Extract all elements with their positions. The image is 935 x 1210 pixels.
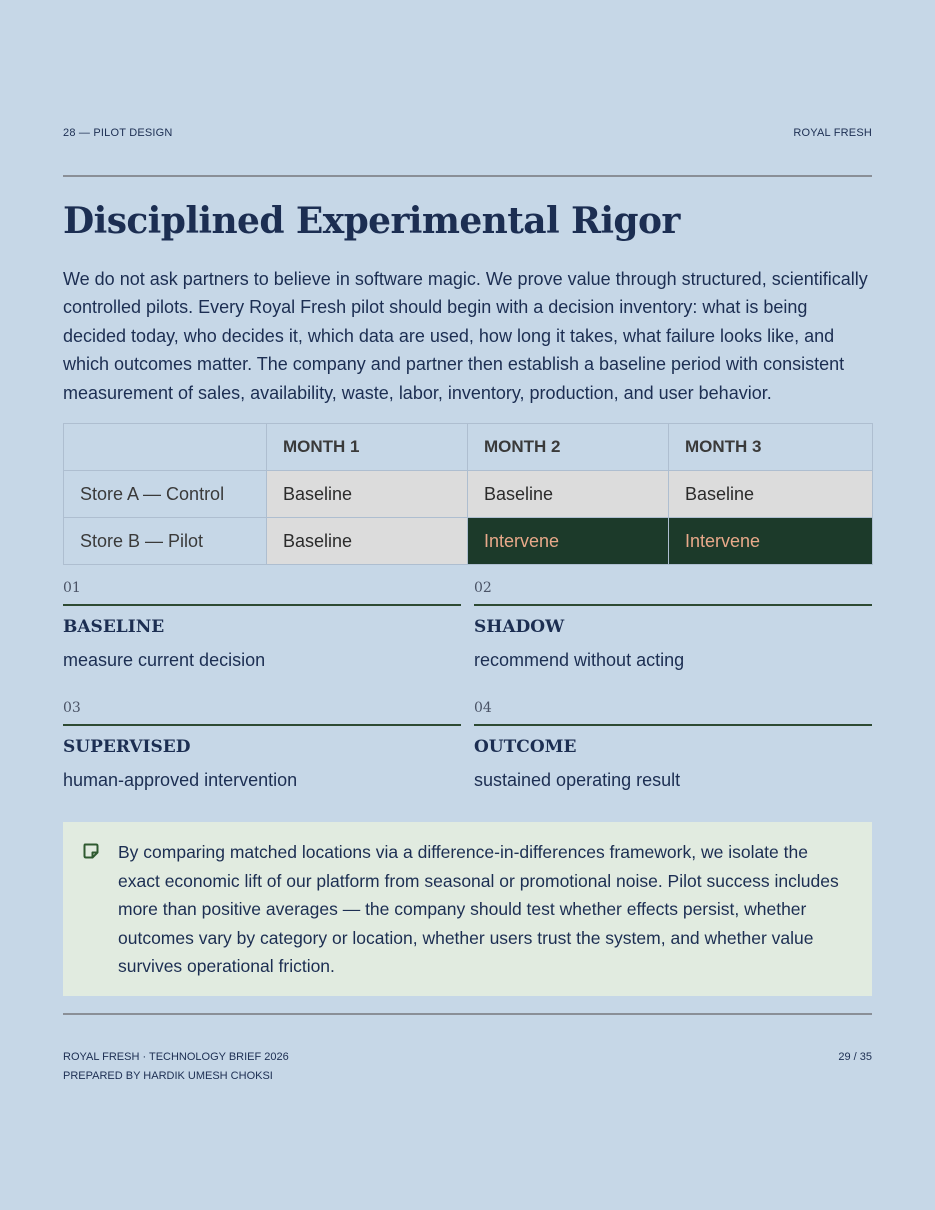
note-icon: [82, 842, 100, 860]
phase-outcome: [474, 697, 872, 817]
row-label-pilot: Store B — Pilot: [64, 518, 267, 565]
phase-description: sustained operating result: [474, 770, 681, 790]
phase-number: 03: [63, 697, 461, 726]
cell-baseline: Baseline: [267, 471, 468, 518]
table-row: [64, 518, 873, 565]
callout-note: [63, 822, 872, 996]
table-header-row: [64, 424, 873, 471]
phase-number: 04: [474, 697, 872, 726]
row-label-control: Store A — Control: [64, 471, 267, 518]
footer-divider: [63, 1013, 872, 1015]
phase-supervised: [63, 697, 461, 817]
running-header: [63, 127, 872, 139]
phase-description: recommend without acting: [474, 650, 685, 670]
pilot-phases: [63, 577, 872, 817]
column-header-month-2: MONTH 2: [468, 424, 669, 471]
footer-publication: ROYAL FRESH · TECHNOLOGY BRIEF 2026: [63, 1051, 289, 1063]
table-row: [64, 471, 873, 518]
page-number: 29 / 35: [838, 1051, 872, 1063]
header-divider: [63, 175, 872, 177]
pilot-schedule-table: [63, 423, 873, 565]
section-label: 28 — PILOT DESIGN: [63, 127, 173, 139]
phase-title: SUPERVISED: [63, 737, 191, 757]
phase-title: SHADOW: [474, 617, 565, 637]
cell-intervene: Intervene: [468, 518, 669, 565]
intro-paragraph: We do not ask partners to believe in software magic. We prove value through structured, scientifically controlled pilots. Every Royal Fresh pilot should begin with a decision inventory: what is being decided today, who decides it, which data are used, how long it takes, what failure looks like, and which outcomes matter. The company and partner then establish a baseline period with consistent measurement of sales, availability, waste, labor, inventory, production, and user behavior.: [63, 269, 868, 403]
phase-description: human-approved intervention: [63, 770, 298, 790]
footer-author: PREPARED BY HARDIK UMESH CHOKSI: [63, 1070, 273, 1082]
phase-number: 02: [474, 577, 872, 606]
column-header-month-1: MONTH 1: [267, 424, 468, 471]
cell-baseline: Baseline: [468, 471, 669, 518]
brand-label: ROYAL FRESH: [793, 127, 872, 139]
phase-title: OUTCOME: [474, 737, 577, 757]
phase-number: 01: [63, 577, 461, 606]
column-header-month-3: MONTH 3: [669, 424, 873, 471]
phase-title: BASELINE: [63, 617, 165, 637]
phase-baseline: [63, 577, 461, 697]
cell-intervene: Intervene: [669, 518, 873, 565]
phase-description: measure current decision: [63, 650, 266, 670]
cell-baseline: Baseline: [669, 471, 873, 518]
callout-text: By comparing matched locations via a difference-in-differences framework, we isolate the exact economic lift of our platform from seasonal or promotional noise. Pilot success includes more than positive averages — the company should test whether effects persist, whether outcomes vary by category or location, whether users trust the system, and whether value survives operational friction.: [118, 842, 839, 977]
phase-shadow: [474, 577, 872, 697]
cell-baseline: Baseline: [267, 518, 468, 565]
column-header-empty: [64, 424, 267, 471]
page-title: Disciplined Experimental Rigor: [63, 200, 680, 242]
